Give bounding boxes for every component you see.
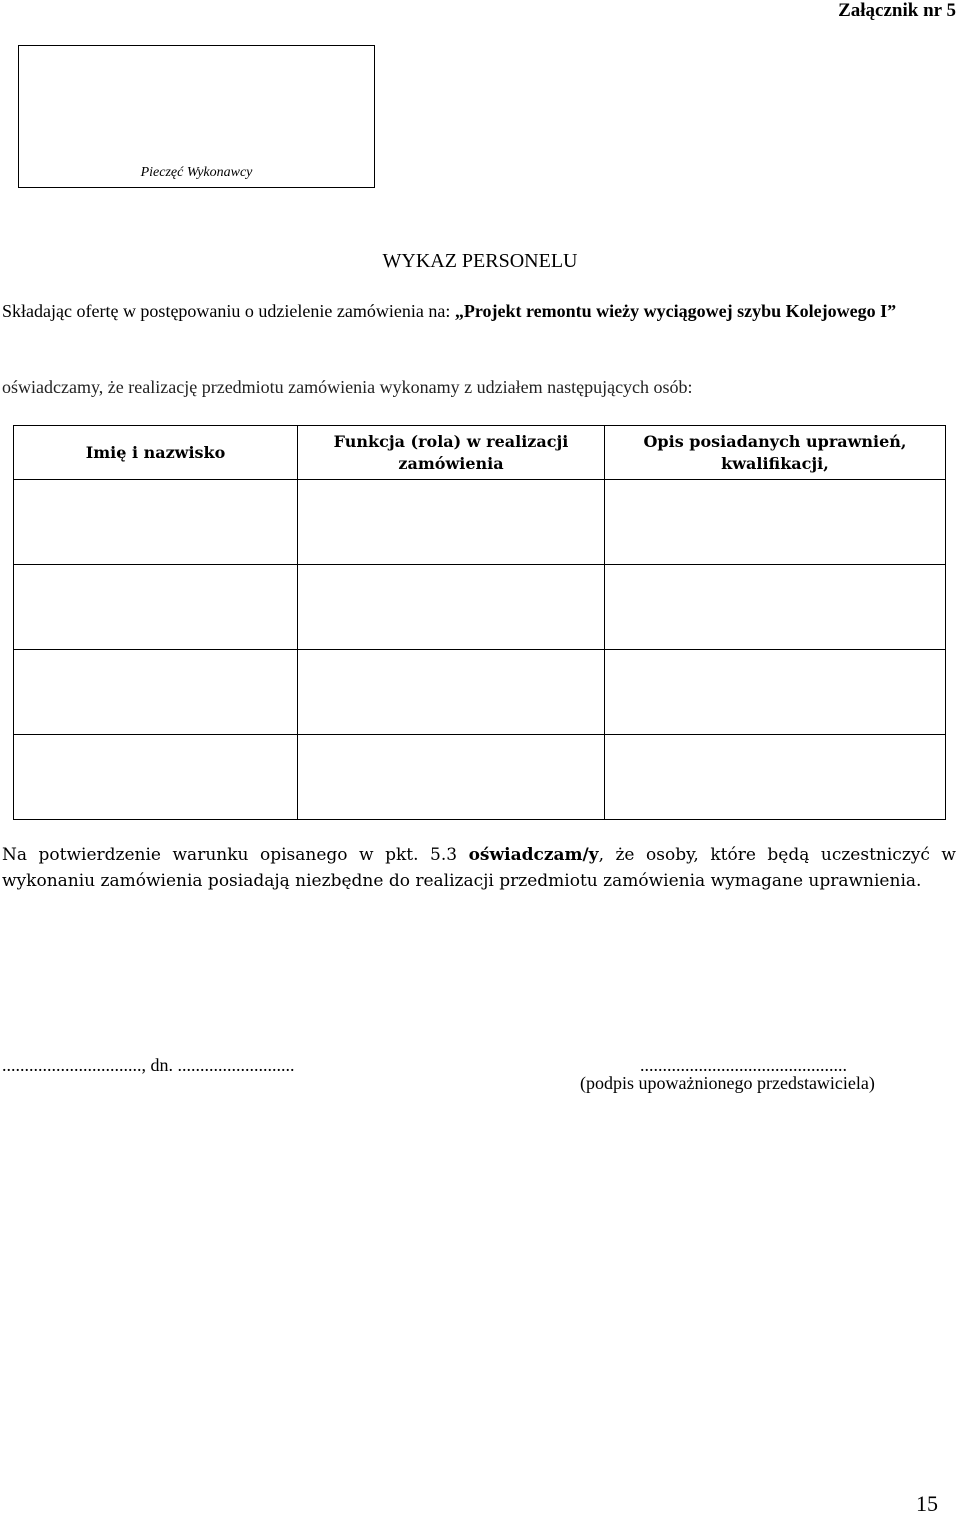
table-cell[interactable]	[605, 480, 946, 565]
attachment-label: Załącznik nr 5	[838, 0, 956, 21]
table-cell[interactable]	[605, 735, 946, 820]
place-date-line: ..............................., dn. ..........................	[2, 1055, 295, 1075]
intro-paragraph	[2, 298, 956, 324]
table-row	[14, 480, 946, 565]
table-row	[14, 650, 946, 735]
table-cell[interactable]	[298, 650, 605, 735]
table-row	[14, 735, 946, 820]
table-cell[interactable]	[14, 565, 298, 650]
table-cell[interactable]	[14, 735, 298, 820]
confirmation-suffix: , że osoby, które będą uczestniczyć w wykonaniu zamówienia posiadają niezbędne do realizacji przedmiotu zamówienia wymagane uprawnienia.	[2, 845, 956, 891]
table-header-row	[14, 426, 946, 480]
table-cell[interactable]	[14, 480, 298, 565]
header-function: Funkcja (rola) w realizacji zamówienia	[298, 426, 605, 480]
page-number: 15	[916, 1491, 938, 1516]
stamp-label: Pieczęć Wykonawcy	[140, 165, 253, 180]
stamp-box	[18, 45, 375, 188]
table-cell[interactable]	[605, 565, 946, 650]
declaration-text: oświadczamy, że realizację przedmiotu zamówienia wykonamy z udziałem następujących osób:	[2, 377, 693, 397]
signature-caption: (podpis upoważnionego przedstawiciela)	[580, 1073, 875, 1093]
table-cell[interactable]	[14, 650, 298, 735]
intro-prefix: Składając ofertę w postępowaniu o udzielenie zamówienia na:	[2, 301, 455, 321]
personnel-table	[13, 425, 946, 820]
table-row	[14, 565, 946, 650]
table-cell[interactable]	[298, 735, 605, 820]
signature-line: ..............................................	[640, 1055, 847, 1075]
table-cell[interactable]	[298, 480, 605, 565]
table-cell[interactable]	[298, 565, 605, 650]
confirmation-emphasis: oświadczam/y	[468, 845, 599, 865]
table-cell[interactable]	[605, 650, 946, 735]
confirmation-prefix: Na potwierdzenie warunku opisanego w pkt. 5.3	[2, 845, 469, 865]
header-qualifications: Opis posiadanych uprawnień, kwalifikacji,	[605, 426, 946, 480]
project-name: „Projekt remontu wieży wyciągowej szybu Kolejowego I”	[454, 301, 897, 321]
confirmation-paragraph	[2, 842, 956, 894]
document-title: WYKAZ PERSONELU	[382, 250, 578, 272]
header-name: Imię i nazwisko	[14, 426, 298, 480]
